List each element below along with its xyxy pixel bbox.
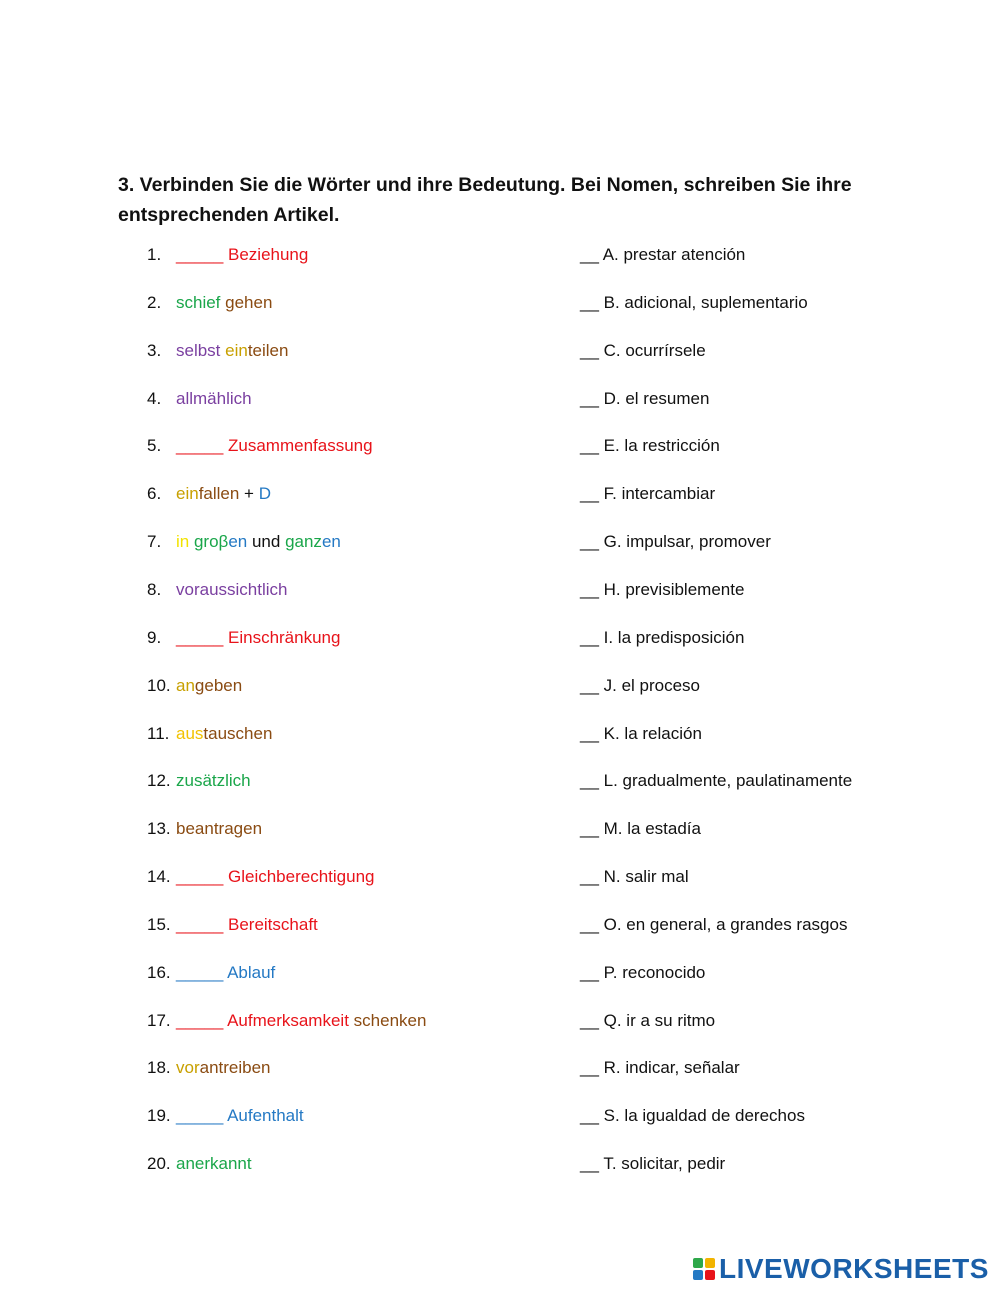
german-term [176, 575, 288, 605]
list-item [0, 240, 1000, 270]
item-number: 20. [147, 1154, 171, 1174]
exercise-title: 3. Verbinden Sie die Wörter und ihre Bedeutung. Bei Nomen, schreiben Sie ihre entsprechenden Artikel. [118, 174, 852, 226]
item-number: 5. [147, 436, 162, 456]
item-number: 12. [147, 771, 171, 791]
spanish-definition: __ Q. ir a su ritmo [580, 1010, 716, 1030]
term-part: Ablauf [227, 962, 276, 982]
german-term [176, 671, 242, 701]
spanish-definition: __ J. el proceso [580, 675, 701, 695]
item-number: 16. [147, 962, 171, 982]
german-term [176, 719, 272, 749]
list-item [0, 288, 1000, 318]
list-item [0, 575, 1000, 605]
item-number: 3. [147, 340, 162, 360]
term-part: und [247, 532, 286, 552]
list-item [0, 527, 1000, 557]
item-number: 4. [147, 388, 162, 408]
list-item [0, 958, 1000, 988]
term-part: schenken [353, 1010, 427, 1030]
item-number: 6. [147, 484, 162, 504]
german-term [176, 1101, 304, 1131]
spanish-definition: __ F. intercambiar [580, 484, 716, 504]
list-item [0, 479, 1000, 509]
term-part: groβ [193, 532, 229, 552]
spanish-definition: __ D. el resumen [580, 388, 710, 408]
term-part: voraussichtlich [176, 579, 288, 599]
spanish-definition: __ A. prestar atención [580, 245, 746, 264]
term-part: an [176, 675, 195, 695]
german-term [176, 431, 373, 461]
item-number: 2. [147, 292, 162, 312]
term-part: antreiben [199, 1058, 271, 1078]
term-part: Zusammenfassung [228, 436, 373, 456]
spanish-definition: __ H. previsiblemente [580, 579, 745, 599]
german-term [176, 479, 271, 509]
item-number: 19. [147, 1106, 171, 1126]
german-term [176, 384, 252, 414]
term-part: fallen [198, 484, 240, 504]
german-term [176, 288, 272, 318]
german-term [176, 1006, 426, 1036]
item-number: 7. [147, 532, 162, 552]
term-part: selbst [176, 340, 226, 360]
term-part: Bereitschaft [228, 914, 318, 934]
spanish-definition: __ I. la predisposición [580, 627, 745, 647]
term-part: Gleichberechtigung [228, 867, 375, 887]
term-part: _____ [176, 1010, 228, 1030]
spanish-definition: __ P. reconocido [580, 962, 706, 982]
spanish-definition: __ K. la relación [580, 723, 702, 743]
term-part: ein [225, 340, 248, 360]
term-part: teilen [247, 340, 289, 360]
item-number: 18. [147, 1058, 171, 1078]
term-part: aus [176, 723, 204, 743]
term-part: Aufmerksamkeit [227, 1010, 354, 1030]
german-term [176, 814, 262, 844]
german-term [176, 910, 318, 940]
item-number: 10. [147, 675, 171, 695]
term-part: beantragen [176, 819, 263, 839]
german-term [176, 766, 251, 796]
item-number: 8. [147, 579, 162, 599]
term-part: Aufenthalt [227, 1106, 304, 1126]
list-item [0, 336, 1000, 366]
term-part: en [321, 532, 341, 552]
list-item [0, 1149, 1000, 1179]
item-number: 15. [147, 914, 171, 934]
list-item [0, 671, 1000, 701]
german-term [176, 336, 288, 366]
term-part: Einschränkung [228, 627, 341, 647]
term-part: tauschen [203, 723, 273, 743]
item-number: 14. [147, 867, 171, 887]
german-term [176, 958, 275, 988]
german-term [176, 527, 341, 557]
list-item [0, 814, 1000, 844]
term-part: D [258, 484, 271, 504]
german-term [176, 240, 308, 270]
term-part: in [176, 532, 194, 552]
term-part: _____ [176, 914, 228, 934]
term-part: ganz [285, 532, 322, 552]
list-item [0, 862, 1000, 892]
logo-square [693, 1270, 703, 1280]
item-number: 11. [147, 723, 170, 743]
term-part: gehen [225, 292, 273, 312]
term-part: anerkannt [176, 1154, 252, 1174]
german-term [176, 1053, 271, 1083]
spanish-definition: __ O. en general, a grandes rasgos [580, 914, 848, 934]
spanish-definition: __ G. impulsar, promover [580, 532, 771, 552]
term-part: ein [176, 484, 199, 504]
term-part: allmählich [176, 388, 252, 408]
term-part: zusätzlich [176, 771, 251, 791]
list-item [0, 1006, 1000, 1036]
term-part: geben [194, 675, 243, 695]
spanish-definition: __ S. la igualdad de derechos [580, 1106, 805, 1126]
liveworksheets-logo-icon [693, 1258, 715, 1280]
list-item [0, 1101, 1000, 1131]
spanish-definition: __ L. gradualmente, paulatinamente [580, 771, 853, 791]
logo-square [705, 1270, 715, 1280]
german-term [176, 862, 374, 892]
german-term [176, 623, 340, 653]
spanish-definition: __ N. salir mal [580, 867, 689, 887]
term-part: _____ [176, 436, 228, 456]
term-part: _____ [176, 1106, 228, 1126]
logo-square [705, 1258, 715, 1268]
spanish-definition: __ R. indicar, señalar [580, 1058, 740, 1078]
term-part: _____ [176, 245, 228, 264]
term-part: _____ [176, 962, 228, 982]
liveworksheets-logo [693, 1253, 989, 1285]
spanish-definition: __ B. adicional, suplementario [580, 292, 808, 312]
item-number: 17. [147, 1010, 171, 1030]
spanish-definition: __ E. la restricción [580, 436, 720, 456]
term-part: _____ [176, 867, 228, 887]
term-part: Beziehung [228, 245, 309, 264]
spanish-definition: __ T. solicitar, pedir [580, 1154, 726, 1174]
logo-square [693, 1258, 703, 1268]
term-part: en [228, 532, 248, 552]
list-item [0, 719, 1000, 749]
term-part: _____ [176, 627, 228, 647]
list-item [0, 384, 1000, 414]
term-part: schief [176, 292, 226, 312]
term-part: vor [176, 1058, 200, 1078]
item-number: 1. [147, 245, 162, 264]
spanish-definition: __ C. ocurrírsele [580, 340, 706, 360]
german-term [176, 1149, 252, 1179]
item-number: 9. [147, 627, 162, 647]
logo-text: LIVEWORKSHEETS [719, 1253, 989, 1284]
term-part: + [239, 484, 259, 504]
list-item [0, 623, 1000, 653]
list-item [0, 431, 1000, 461]
list-item [0, 1053, 1000, 1083]
list-item [0, 910, 1000, 940]
item-number: 13. [147, 819, 171, 839]
spanish-definition: __ M. la estadía [580, 819, 701, 839]
list-item [0, 766, 1000, 796]
